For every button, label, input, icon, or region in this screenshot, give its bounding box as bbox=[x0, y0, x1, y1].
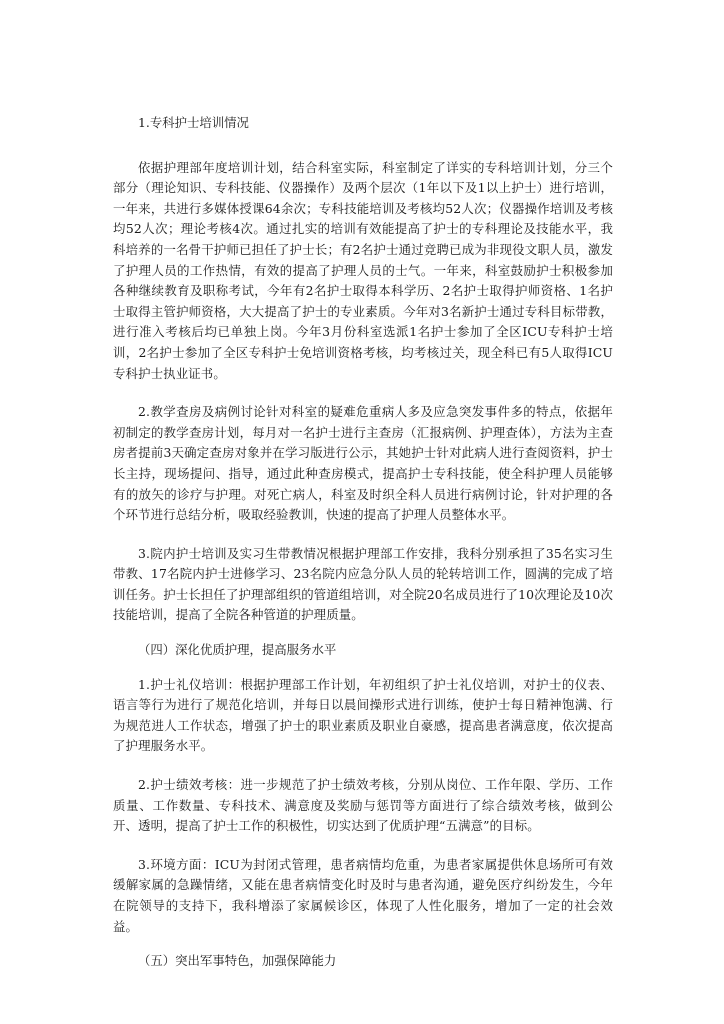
paragraph-teaching-rounds: 2.教学查房及病例讨论针对科室的疑难危重病人多及应急突发事件多的特点，依据年初制定的教学查房计划，每月对一名护士进行主查房（汇报病例、护理查体），方法为主查房者提前3天确定查房对象并在学习版进行公示，其她护士针对此病人进行查阅资料，护士长主持，现场提问、指导，通过此种查房模式，提高护士专科技能，使全科护理人员能够有的放矢的诊疗与护理。对死亡病人，科室及时织全科人员进行病例讨论，针对护理的各个环节进行总结分析，吸取经验教训，快速的提高了护理人员整体水平。 bbox=[113, 404, 613, 523]
paragraph-intern-training: 3.院内护士培训及实习生带教情况根据护理部工作安排，我科分别承担了35名实习生带教、17名院内护士进修学习、23名院内应急分队人员的轮转培训工作，圆满的完成了培训任务。护士长担任了护理部组织的管道组培训，对全院20名成员进行了10次理论及10次技能培训，提高了全院各种管道的护理质量。 bbox=[113, 545, 613, 623]
paragraph-environment: 3.环境方面：ICU为封闭式管理，患者病情均危重，为患者家属提供休息场所可有效缓解家属的急躁情绪，又能在患者病情变化时及时与患者沟通，避免医疗纠纷发生，今年在院领导的支持下，我科增添了家属候诊区，体现了人性化服务，增加了一定的社会效益。 bbox=[113, 856, 613, 934]
paragraph-specialist-training: 依据护理部年度培训计划，结合科室实际，科室制定了详实的专科培训计划，分三个部分（理论知识、专科技能、仪器操作）及两个层次（1年以下及1以上护士）进行培训，一年来，共进行多媒体授课64余次；专科技能培训及考核均52人次；仪器操作培训及考核均52人次；理论考核4次。通过扎实的培训有效能提高了护士的专科理论及技能水平，我科培养的一名骨干护师已担任了护士长；有2名护士通过竞聘已成为非现役文职人员，激发了护理人员的工作热情，有效的提高了护理人员的士气。一年来，科室鼓励护士积极参加各种继续教育及职称考试，今年有2名护士取得本科学历、2名护士取得护师资格、1名护士取得主管护师资格，大大提高了护士的专业素质。今年对3名新护士通过专科目标带教，进行准入考核后均已单独上岗。今年3月份科室选派1名护士参加了全区ICU专科护士培训，2名护士参加了全区专科护士免培训资格考核，均考核过关，现全科已有5人取得ICU专科护士执业证书。 bbox=[113, 159, 613, 381]
paragraph-etiquette-training: 1.护士礼仪培训：根据护理部工作计划，年初组织了护士礼仪培训，对护士的仪表、语言等行为进行了规范化培训，并每日以晨间操形式进行训练，使护士每日精神饱满、行为规范进人工作状态，增强了护士的职业素质及职业自豪感，提高患者满意度，依次提高了护理服务水平。 bbox=[113, 676, 613, 754]
document-page bbox=[113, 113, 613, 972]
paragraph-performance-evaluation: 2.护士绩效考核：进一步规范了护士绩效考核，分别从岗位、工作年限、学历、工作质量、工作数量、专科技术、满意度及奖励与惩罚等方面进行了综合绩效考核，做到公开、透明，提高了护士工作的积极性，切实达到了优质护理“五满意”的目标。 bbox=[113, 777, 613, 834]
section-heading-specialist-training: 1.专科护士培训情况 bbox=[138, 115, 249, 130]
section-heading-quality-care: （四）深化优质护理，提高服务水平 bbox=[138, 642, 337, 658]
section-heading-military: （五）突出军事特色，加强保障能力 bbox=[138, 953, 337, 969]
